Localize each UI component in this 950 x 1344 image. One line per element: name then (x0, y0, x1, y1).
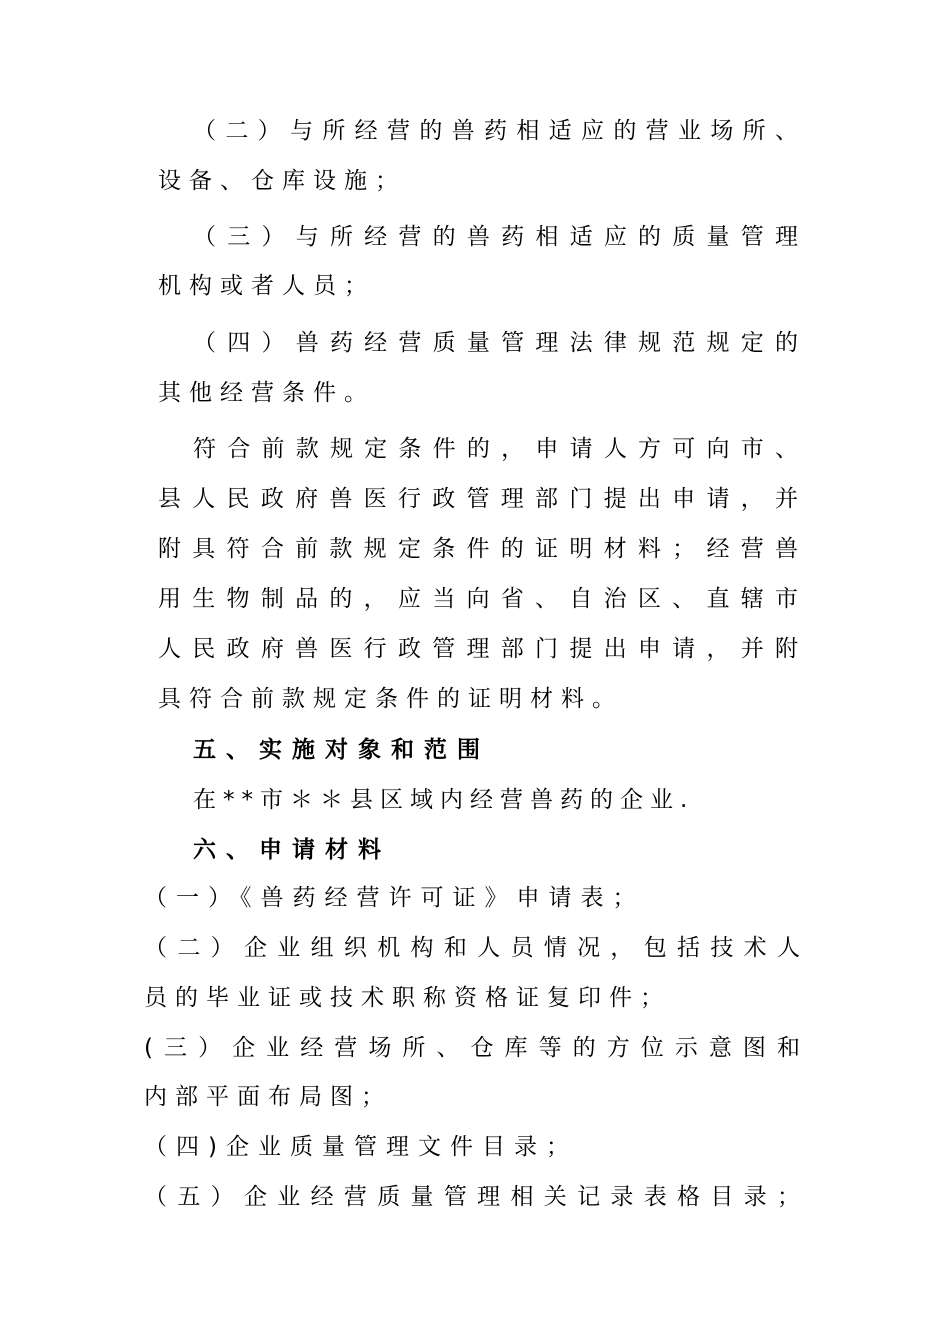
material-1: （一）《兽药经营许可证》申请表； (144, 885, 645, 911)
item-4-line-1: （四）兽药经营质量管理法律规范规定的 (193, 330, 798, 356)
item-3-line-1: （三）与所经营的兽药相适应的质量管理 (193, 224, 798, 250)
section-heading-6: 六、申请材料 (193, 837, 391, 863)
material-5: （五）企业经营质量管理相关记录表格目录； (144, 1184, 800, 1210)
paragraph-line-2: 县人民政府兽医行政管理部门提出申请，并 (158, 486, 798, 512)
paragraph-line-3: 附具符合前款规定条件的证明材料；经营兽 (158, 536, 798, 562)
paragraph-line-6: 具符合前款规定条件的证明材料。 (158, 686, 623, 712)
item-2-line-2: 设备、仓库设施； (158, 168, 406, 194)
section-heading-5: 五、实施对象和范围 (193, 737, 490, 763)
paragraph-line-1: 符合前款规定条件的，申请人方可向市、 (193, 436, 798, 462)
item-3-line-2: 机构或者人员； (158, 273, 375, 299)
item-2-line-1: （二）与所经营的兽药相适应的营业场所、 (193, 118, 798, 144)
scope-line: 在**市＊＊县区域内经营兽药的企业. (193, 787, 695, 813)
paragraph-line-5: 人民政府兽医行政管理部门提出申请，并附 (158, 636, 798, 662)
material-2-line-1: （二）企业组织机构和人员情况，包括技术人 (144, 935, 800, 961)
paragraph-line-4: 用生物制品的，应当向省、自治区、直辖市 (158, 586, 798, 612)
material-4: （四)企业质量管理文件目录； (144, 1134, 578, 1160)
material-3-line-2: 内部平面布局图； (144, 1084, 392, 1110)
item-4-line-2: 其他经营条件。 (158, 380, 375, 406)
material-3-line-1: (三）企业经营场所、仓库等的方位示意图和 (144, 1035, 800, 1061)
material-2-line-2: 员的毕业证或技术职称资格证复印件； (144, 985, 671, 1011)
